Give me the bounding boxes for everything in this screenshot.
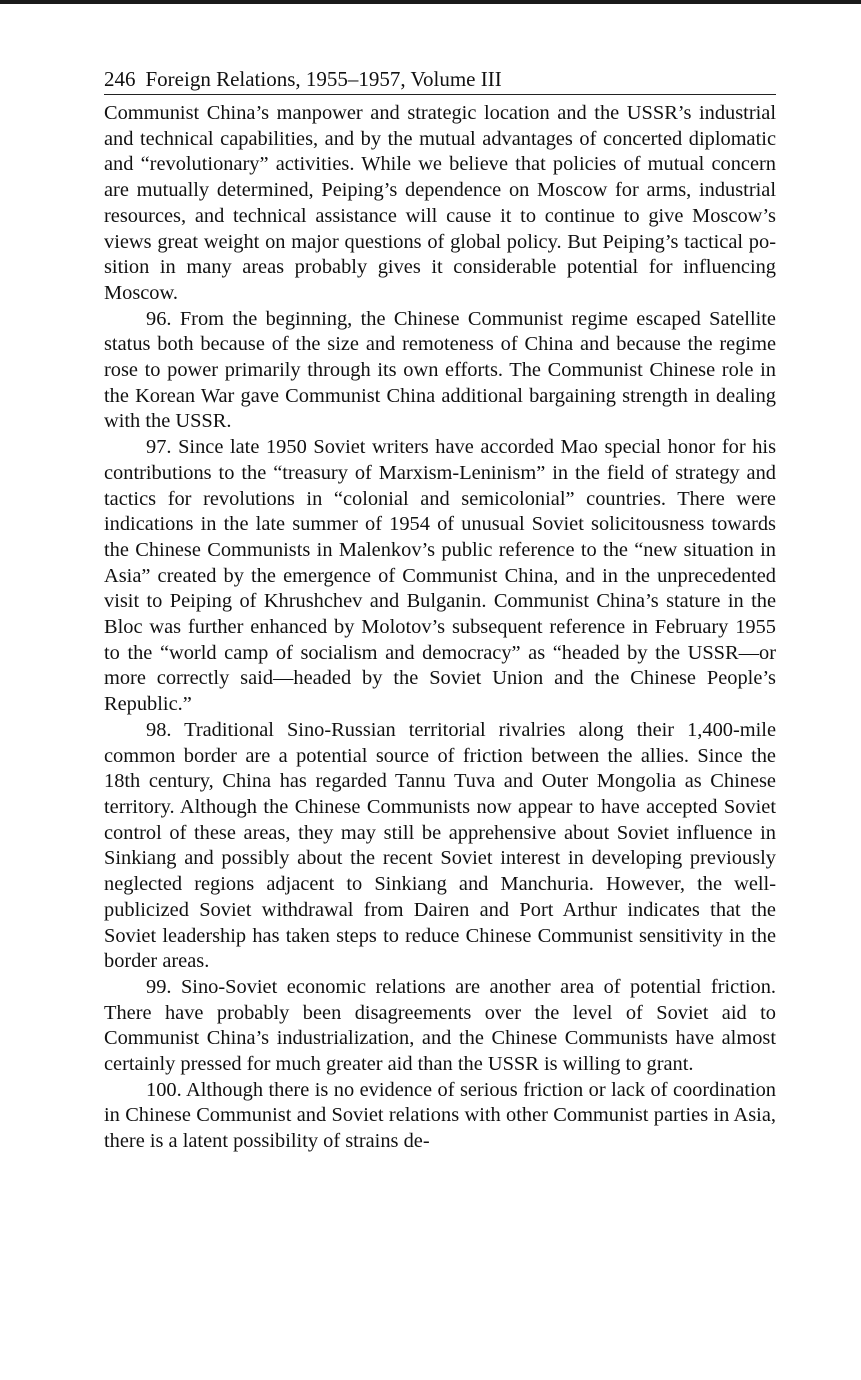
page-number: 246 <box>104 67 136 91</box>
document-page <box>104 64 776 1155</box>
body-text <box>104 101 776 1155</box>
volume-title: Foreign Relations, 1955–1957, Volume III <box>145 67 502 91</box>
paragraph-100: 100. Although there is no evidence of serious friction or lack of coordination in Chinese Communist and Soviet relations with other Communist parties in Asia, there is a latent possibility of strains de- <box>104 1078 776 1153</box>
paragraph-97: 97. Since late 1950 Soviet writers have accorded Mao special honor for his contributions to the “treasury of Marxism-Leninism” in the field of strategy and tactics for revolutions in “colonial and semicolonial” countries. There were indications in the late summer of 1954 of unusual Soviet solicitousness towards the Chinese Communists in Malenkov’s public reference to the “new situation in Asia” created by the emergence of Communist China, and in the unprecedented visit to Peiping of Khrushchev and Bulganin. Communist China’s stature in the Bloc was further enhanced by Molotov’s subsequent reference in February 1955 to the “world camp of socialism and democracy” as “headed by the USSR—or more correctly said—headed by the Soviet Union and the Chinese People’s Republic.” <box>104 436 776 716</box>
paragraph-96: 96. From the beginning, the Chinese Communist regime escaped Satellite status both because of the size and remoteness of China and because the regime rose to power primarily through its own efforts. The Communist Chinese role in the Korean War gave Communist China additional bargaining strength in dealing with the USSR. <box>104 307 776 433</box>
paragraph-99: 99. Sino-Soviet economic relations are another area of potential friction. There have probably been disagreements over the level of Soviet aid to Communist China’s industrialization, and the Chinese Communists have almost certainly pressed for much greater aid than the USSR is willing to grant. <box>104 975 776 1076</box>
top-border-rule <box>0 0 861 4</box>
paragraph-98: 98. Traditional Sino-Russian territorial rivalries along their 1,400-mile common border are a potential source of friction between the allies. Since the 18th century, China has regarded Tannu Tuva and Outer Mongolia as Chinese territory. Although the Chinese Communists now appear to have accepted Soviet control of these areas, they may still be apprehensive about Soviet influence in Sinkiang and possibly about the recent Soviet interest in developing previously neglected regions adjacent to Sinkiang and Manchuria. However, the well-publicized Soviet withdrawal from Dairen and Port Arthur indicates that the Soviet leadership has taken steps to reduce Chinese Communist sensitivity in the border areas. <box>104 718 776 973</box>
paragraph-continued: Communist China’s manpower and strategic location and the USSR’s industrial and technical capabilities, and by the mutual advantages of concerted diplomatic and “revolutionary” activities. While we believe that policies of mutual concern are mutually determined, Peiping’s dependence on Moscow for arms, industrial resources, and technical assistance will cause it to continue to give Moscow’s views great weight on major questions of global policy. But Peiping’s tactical position in many areas probably gives it considerable potential for influencing Moscow. <box>104 102 776 304</box>
running-head <box>104 64 776 95</box>
